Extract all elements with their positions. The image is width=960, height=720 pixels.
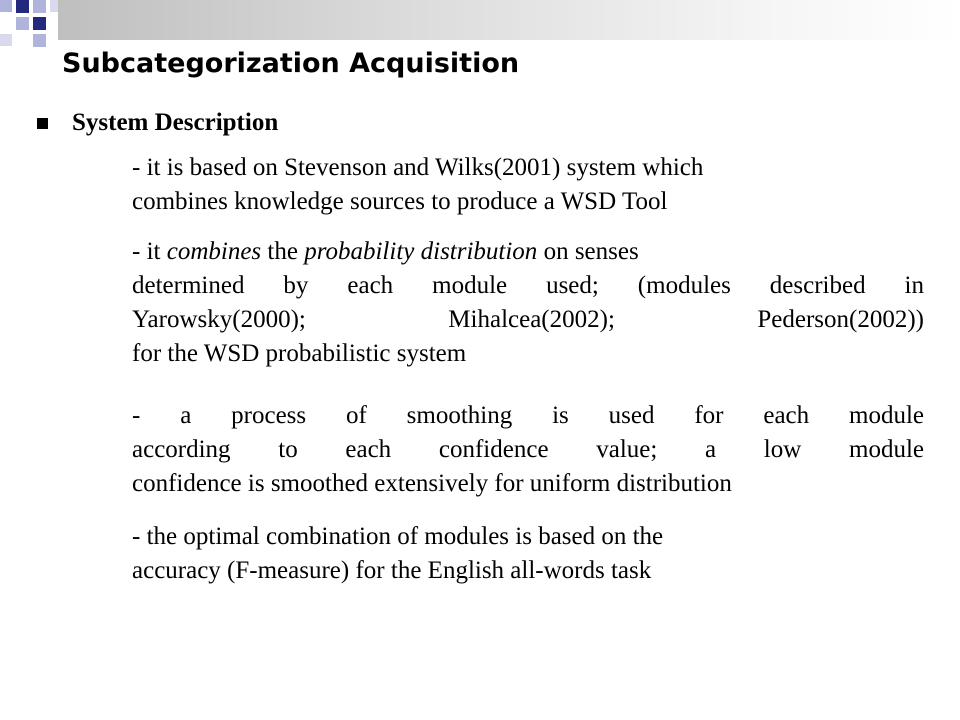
paragraph-1-line-2: combines knowledge sources to produce a WSD Tool <box>132 188 668 215</box>
paragraph-3-line-2: according to each confidence value; a low module <box>132 436 924 463</box>
paragraph-1 <box>132 151 924 219</box>
section-heading: System Description <box>72 109 279 136</box>
italic-term-probability-distribution: probability distribution <box>304 238 538 265</box>
paragraph-2-line-4: for the WSD probabilistic system <box>132 340 467 367</box>
paragraph-2 <box>132 235 924 371</box>
text-run: - it <box>132 238 167 265</box>
paragraph-2-line-3: Yarowsky(2000); Mihalcea(2002); Pederson(2002)) <box>132 306 924 333</box>
italic-term-combines: combines <box>166 238 262 265</box>
header-gradient-bar <box>58 0 960 40</box>
paragraph-3-line-1: - a process of smoothing is used for each module <box>132 402 924 429</box>
slide-title: Subcategorization Acquisition <box>62 48 520 79</box>
paragraph-4 <box>132 520 924 588</box>
bullet-square-icon <box>37 118 48 129</box>
paragraph-3 <box>132 399 924 501</box>
paragraph-1-line-1: - it is based on Stevenson and Wilks(2001) system which <box>132 154 704 181</box>
paragraph-4-line-2: accuracy (F-measure) for the English all-words task <box>132 557 652 584</box>
paragraph-4-line-1: - the optimal combination of modules is based on the <box>132 523 664 550</box>
text-run: the <box>261 238 305 265</box>
paragraph-3-line-3: confidence is smoothed extensively for uniform distribution <box>132 470 732 497</box>
text-run: on senses <box>537 238 639 265</box>
paragraph-2-line-2: determined by each module used; (modules described in <box>132 272 924 299</box>
paragraph-2-line-1 <box>132 235 924 269</box>
